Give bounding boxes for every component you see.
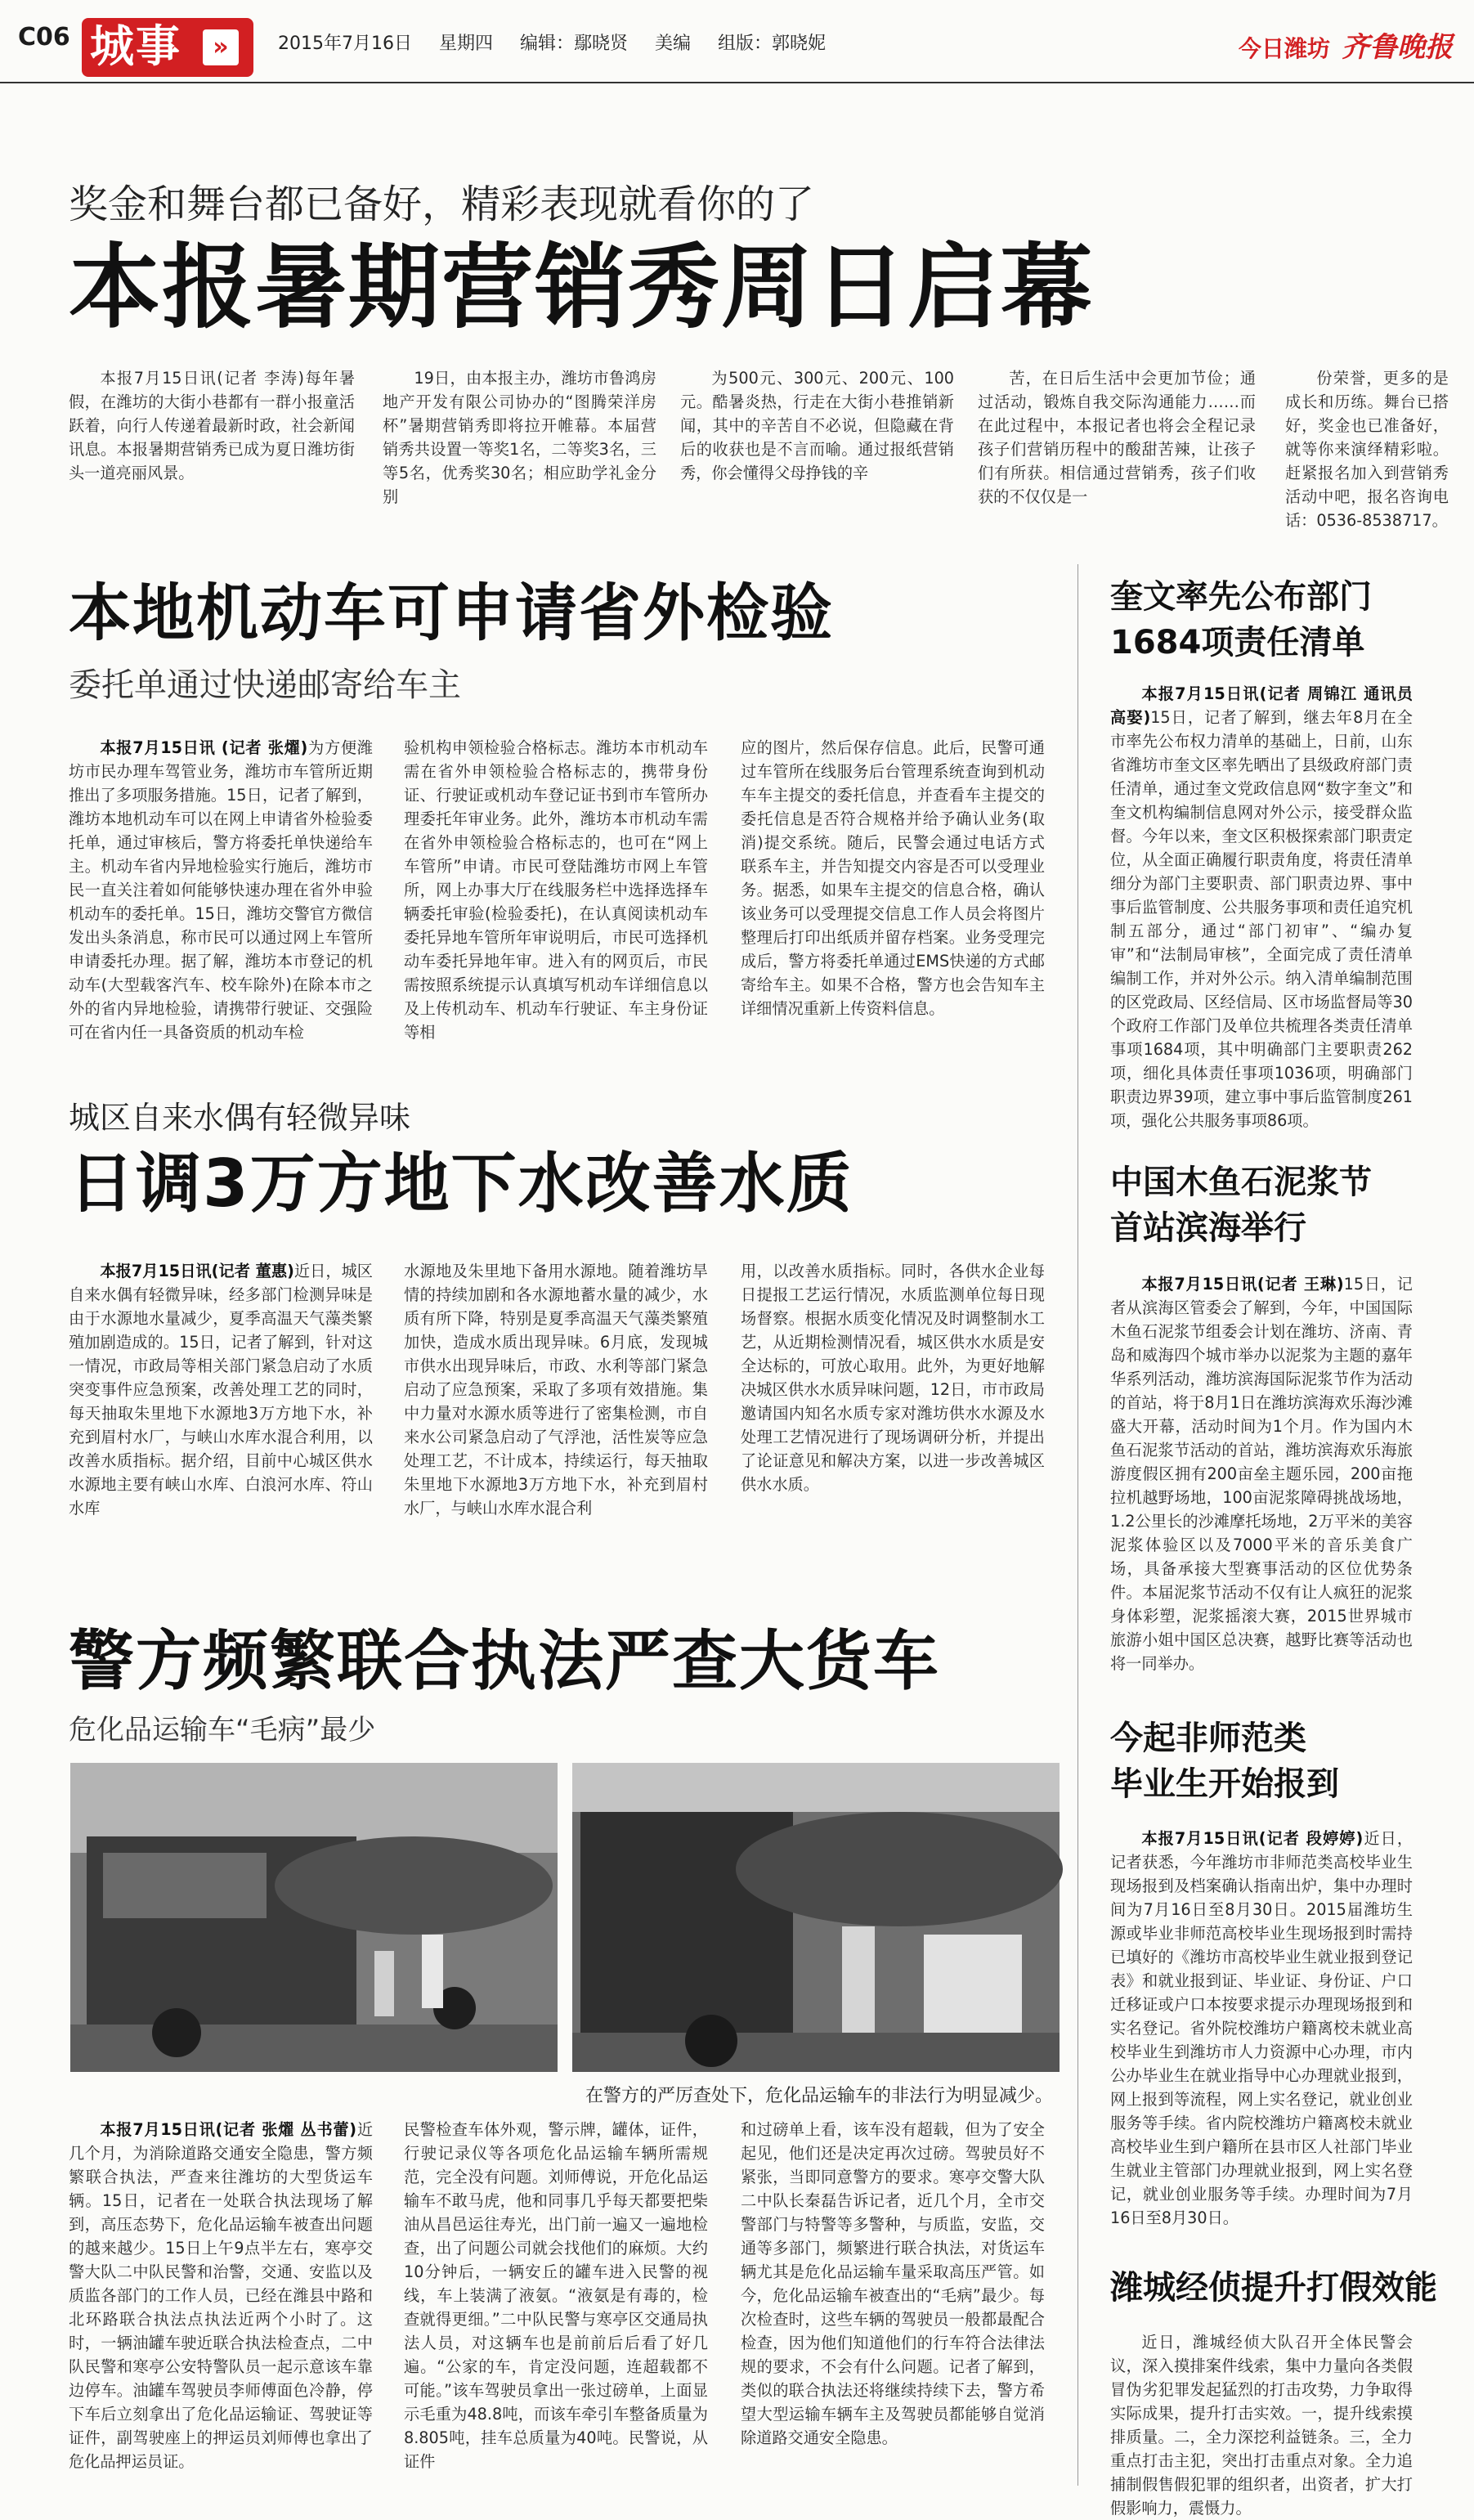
story4-col-1-text: 近几个月，为消除道路交通安全隐患，警方频繁联合执法，严查来往潍坊的大型货运车辆。15日，记者在一处联合执法现场了解到，高压态势下，危化品运输车被查出问题的越来越少。15日上午9点半左右，寒亭交警大队二中队民警和治警，交通、安监以及质监各部门的工作人员，已经在潍县中路和北环路联合执法点执法近两个小时了。这时，一辆油罐车驶近联合执法检查点，二中队民警和寒亭公安特警队员一起示意该车靠边停车。油罐车驾驶员李师傅面色冷静，停下车后立刻拿出了危化品运输证、驾驶证等证件，副驾驶座上的押运员刘师傅也拿出了危化品押运员证。 — [69, 2120, 373, 2471]
story1-col-4: 苦，在日后生活中会更加节俭；通过活动，锻炼自我交际沟通能力……而在此过程中，本报记者也将会全程记录孩子们营销历程中的酸甜苦辣，让孩子们有所获。相信通过营销秀，孩子们收获的不仅仅是一 — [978, 369, 1256, 506]
page-header — [0, 0, 1474, 123]
side3-text: 近日，记者获悉，今年潍坊市非师范类高校毕业生现场报到及档案确认指南出炉，集中办理时间为7月16日至8月30日。2015届潍坊生源或毕业非师范高校毕业生现场报到时需持已填好的《潍坊市高校毕业生就业报到登记表》和就业报到证、毕业证、身份证、户口迁移证或户口本按要求提示办理现场报到和实名登记。省外院校潍坊户籍离校未就业高校毕业生到潍坊市人力资源中心办理，市内公办毕业生在就业指导中心办理就业报到，网上报到等流程，网上实名登记，就业创业服务等手续。省内院校潍坊户籍离校未就业高校毕业生到户籍所在县市区人社部门毕业生就业主管部门办理就业报到，网上实名登记，就业创业服务等手续。办理时间为7月16日至8月30日。 — [1110, 1829, 1414, 2227]
side3-dateline: 本报7月15日讯(记者 段婷婷) — [1141, 1829, 1364, 1848]
story3-col-1-text: 近日，城区自来水偶有轻微异味，经多部门检测异味是由于水源地水量减少，夏季高温天气藻类繁殖加剧造成的。15日，记者了解到，针对这一情况，市政局等相关部门紧急启动了水质突变事件应急预案，改善处理工艺的同时，每天抽取朱里地下水源地3万方地下水，补充到眉村水厂，与峡山水库水混合利用，以改善水质指标。据介绍，目前中心城区供水水源地主要有峡山水库、白浪河水库、符山水库 — [69, 1262, 373, 1518]
story1-kicker: 奖金和舞台都已备好，精彩表现就看你的了 — [69, 182, 815, 227]
story1-col-5: 份荣誉，更多的是成长和历练。舞台已搭好，奖金也已准备好，就等你来演绎精彩啦。赶紧报名加入到营销秀活动中吧，报名咨询电话：0536-8538717。 — [1285, 369, 1449, 530]
brand-name: 今日潍坊 — [1238, 35, 1330, 62]
editor-credit: 编辑：鄢晓贤 — [520, 34, 629, 54]
story4-headline: 警方频繁联合执法严查大货车 — [69, 1623, 940, 1699]
side1-title-line1: 奎文率先公布部门 — [1110, 578, 1372, 616]
side1-title-line2: 1684项责任清单 — [1110, 624, 1365, 661]
side1-dateline: 本报7月15日讯(记者 周锦江 通讯员 高娶) — [1110, 684, 1413, 727]
story2-headline: 本地机动车可申请省外检验 — [69, 576, 834, 649]
story1-col-2: 19日，由本报主办，潍坊市鲁鸿房地产开发有限公司协办的“图腾荣洋房杯”暑期营销秀即将拉开帷幕。本届营销秀共设置一等奖1名，二等奖3名，三等5名，优秀奖30名；相应助学礼金分别 — [383, 369, 656, 506]
issue-meta — [278, 29, 847, 55]
side4-title: 潍城经侦提升打假效能 — [1110, 2269, 1437, 2307]
sidebar-divider — [1077, 564, 1078, 2486]
story3-col-3: 用，以改善水质指标。同时，各供水企业每日提报工艺运行情况，水质监测单位每日现场督察。根据水质变化情况及时调整制水工艺，从近期检测情况看，城区供水水质是安全达标的，可放心取用。此外，为更好地解决城区供水水质异味问题，12日，市市政局邀请国内知名水质专家对潍坊供水水源及水处理工艺情况进行了现场调研分析，并提出了论证意见和解决方案，以进一步改善城区供水水质。 — [741, 1262, 1045, 1494]
header-divider — [0, 82, 1474, 83]
story2-col-2: 验机构申领检验合格标志。潍坊本市机动车需在省外申领检验合格标志的，携带身份证、行驶证或机动车登记证书到市车管所办理委托年审业务。此外，潍坊本市机动车需在省外申领检验合格标志的，也可在“网上车管所”申请。市民可登陆潍坊市网上车管所，网上办事大厅在线服务栏中选择选择车辆委托审验(检验委托)，在认真阅读机动车委托异地车管所年审说明后，市民可选择机动车委托异地年审。进入有的网页后，市民需按照系统提示认真填写机动车详细信息以及上传机动车、机动车行驶证、车主身份证等相 — [404, 738, 708, 1042]
story1-col-1: 本报7月15日讯(记者 李涛)每年暑假，在潍坊的大街小巷都有一群小报童活跃着，向行人传递着最新时政，社会新闻讯息。本报暑期营销秀已成为夏日潍坊街头一道亮丽风景。 — [69, 369, 355, 482]
story3-dateline: 本报7月15日讯(记者 董惠) — [100, 1262, 294, 1280]
story4-photo-1 — [70, 1763, 558, 2072]
side4-body: 近日，潍城经侦大队召开全体民警会议，深入摸排案件线索，集中力量向各类假冒伪劣犯罪发起猛烈的打击攻势，力争取得实际成果，提升打击实效。一，提升线索摸排质量。二，全力深挖利益链条。三，全力重点打击主犯，突出打击重点对象。全力追捕制假售假犯罪的组织者，出资者，扩大打假影响力，震慑力。 — [1110, 2333, 1413, 2518]
side1-body — [1110, 682, 1413, 1173]
story3-kicker: 城区自来水偶有轻微异味 — [69, 1100, 411, 1136]
story4-subline: 危化品运输车“毛病”最少 — [69, 1714, 376, 1747]
story2-col-1-text: 为方便潍坊市民办理车驾管业务，潍坊市车管所近期推出了多项服务措施。15日，记者了解到，潍坊本地机动车可以在网上申请省外检验委托单，通过审核后，警方将委托单快递给车主。机动车省内异地检验实行施后，潍坊市民一直关注着如何能够快速办理在省外申验机动车的委托单。15日，潍坊交警官方微信发出头条消息，称市民可以通过网上车管所申请委托办理。据了解，潍坊本市登记的机动车(大型载客汽车、校车除外)在除本市之外的省内异地检验，请携带行驶证、交强险可在省内任一具备资质的机动车检 — [69, 738, 373, 1042]
issue-date: 2015年7月16日 — [278, 34, 412, 54]
art-credit: 美编 — [655, 34, 692, 54]
side2-title-line2: 首站滨海举行 — [1110, 1209, 1306, 1247]
story1-col-3: 为500元、300元、200元、100元。酷暑炎热，行走在大街小巷推销新闻，其中的辛苦自不必说，但隐藏在背后的收获也是不言而喻。通过报纸营销秀，你会懂得父母挣钱的辛 — [680, 369, 954, 482]
side3-title-line1: 今起非师范类 — [1110, 1720, 1306, 1757]
story3-headline: 日调3万方地下水改善水质 — [69, 1146, 853, 1222]
page-number: C06 — [18, 23, 70, 52]
chevron-right-icon: » — [203, 29, 239, 65]
story4-photo-2 — [572, 1763, 1060, 2072]
story3-col-2: 水源地及朱里地下备用水源地。随着潍坊旱情的持续加剧和各水源地蓄水量的减少，水质有所下降，特别是夏季高温天气藻类繁殖加快，造成水质出现异味。6月底，发现城市供水出现异味后，市政、水利等部门紧急启动了应急预案，采取了多项有效措施。集中力量对水源水质等进行了密集检测，市自来水公司紧急启动了气浮池，活性炭等应急处理工艺，不计成本，持续运行，每天抽取朱里地下水源地3万方地下水，补充到眉村水厂，与峡山水库水混合利 — [404, 1262, 708, 1518]
section-label: 城事 — [90, 20, 181, 72]
side3-body — [1110, 1827, 1413, 2252]
proof-credit: 组版：郭晓妮 — [718, 34, 827, 54]
story2-col-3: 应的图片，然后保存信息。此后，民警可通过车管所在线服务后台管理系统查询到机动车车主提交的委托信息，并查看车主提交的委托信息是否符合规格并给予确认业务(取消)提交系统。随后，民警会通过电话方式联系车主，并告知提交内容是否可以受理业务。据悉，如果车主提交的信息合格，确认该业务可以受理提交信息工作人员会将图片整理后打印出纸质并留存档案。业务受理完成后，警方将委托单通过EMS快递的方式邮寄给车主。如果不合格，警方也会告知车主详细情况重新上传资料信息。 — [741, 738, 1045, 1018]
truck-inspection-image-1 — [70, 1763, 558, 2072]
masthead-brand — [1239, 25, 1453, 65]
issue-weekday: 星期四 — [438, 34, 493, 54]
story2-dateline: 本报7月15日讯 (记者 张燿) — [100, 738, 308, 757]
story4-col-3: 和过磅单上看，该车没有超载，但为了安全起见，他们还是决定再次过磅。驾驶员好不紧张，当即同意警方的要求。寒亭交警大队二中队长秦磊告诉记者，近几个月，全市交警部门与特警等多警种，与质监，安监，交通等多部门，频繁进行联合执法，对货运车辆尤其是危化品运输车量采取高压严管。如今，危化品运输车被查出的“毛病”最少。每次检查时，这些车辆的驾驶员一般都最配合检查，因为他们知道他们的行车符合法律法规的要求，不会有什么问题。记者了解到，类似的联合执法还将继续持续下去，警方希望大型运输车辆车主及驾驶员都能够自觉消除道路交通安全隐患。 — [741, 2120, 1045, 2447]
story1-headline: 本报暑期营销秀周日启幕 — [69, 235, 1094, 341]
side3-title-line2: 毕业生开始报到 — [1110, 1765, 1339, 1803]
truck-inspection-image-2 — [572, 1763, 1060, 2072]
story4-col-1 — [69, 2118, 373, 2477]
newspaper-logo: 齐鲁晚报 — [1342, 31, 1453, 64]
story4-col-2: 民警检查车体外观，警示牌，罐体，证件，行驶记录仪等各项危化品运输车辆所需规范，完全没有问题。刘师傅说，开危化品运输车不敢马虎，他和同事几乎每天都要把柴油从昌邑运往寿光，出门前一遍又一遍地检查，出了问题公司就会找他们的麻烦。大约10分钟后，一辆安丘的罐车进入民警的视线，车上装满了液氨。“液氨是有毒的，检查就得更细。”二中队民警与寒亭区交通局执法人员，对这辆车也是前前后后看了好几遍。“公家的车，肯定没问题，连超载都不可能。”该车驾驶员拿出一张过磅单，上面显示毛重为48.8吨，而该车牵引车整备质量为8.805吨，挂车总质量为40吨。民警说，从证件 — [404, 2120, 708, 2471]
side1-text: 15日，记者了解到，继去年8月在全市率先公布权力清单的基础上，日前，山东省潍坊市奎文区率先晒出了县级政府部门责任清单，通过奎文党政信息网“数字奎文”和奎文机构编制信息网对外公示，接受群众监督。今年以来，奎文区积极探索部门职责定位，从全面正确履行职责角度，将责任清单细分为部门主要职责、部门职责边界、事中事后监管制度、公共服务事项和责任追究机制五部分，通过“部门初审”、“编办复审”和“法制局审核”，全面完成了责任清单编制工作，并对外公示。纳入清单编制范围的区党政局、区经信局、区市场监督局等30个政府工作部门及单位共梳理各类责任清单事项1684项，其中明确部门主要职责262项，细化具体责任事项1036项，明确部门职责边界39项，建立事中事后监管制度261项，强化公共服务事项86项。 — [1110, 708, 1413, 1130]
story3-col-1 — [69, 1259, 373, 1586]
side2-title-line1: 中国木鱼石泥浆节 — [1110, 1164, 1372, 1201]
side2-body — [1110, 1272, 1413, 1688]
story4-photo-caption: 在警方的严厉查处下，危化品运输车的非法行为明显减少。 — [585, 2086, 1054, 2106]
side2-dateline: 本报7月15日讯(记者 王琳) — [1141, 1275, 1344, 1294]
story4-dateline: 本报7月15日讯(记者 张燿 丛书蕾) — [100, 2120, 357, 2139]
story2-col-1 — [69, 736, 373, 1089]
story2-subline: 委托单通过快递邮寄给车主 — [69, 666, 461, 704]
side2-text: 15日，记者从滨海区管委会了解到，今年，中国国际木鱼石泥浆节组委会计划在潍坊、济南、青岛和威海四个城市举办以泥浆为主题的嘉年华系列活动，潍坊滨海国际泥浆节作为活动的首站，将于8月1日在潍坊滨海欢乐海沙滩盛大开幕，活动时间为1个月。作为国内木鱼石泥浆节活动的首站，潍坊滨海欢乐海旅游度假区拥有200亩垒主题乐园，200亩拖拉机越野场地，100亩泥浆障碍挑战场地，1.2公里长的沙滩摩托场地，2万平米的美容泥浆体验区以及7000平米的音乐美食广场，具备承接大型赛事活动的区位优势条件。本届泥浆节活动不仅有让人疯狂的泥浆身体彩塑，泥浆摇滚大赛，2015世界城市旅游小姐中国区总决赛，越野比赛等活动也将一同举办。 — [1110, 1275, 1413, 1673]
